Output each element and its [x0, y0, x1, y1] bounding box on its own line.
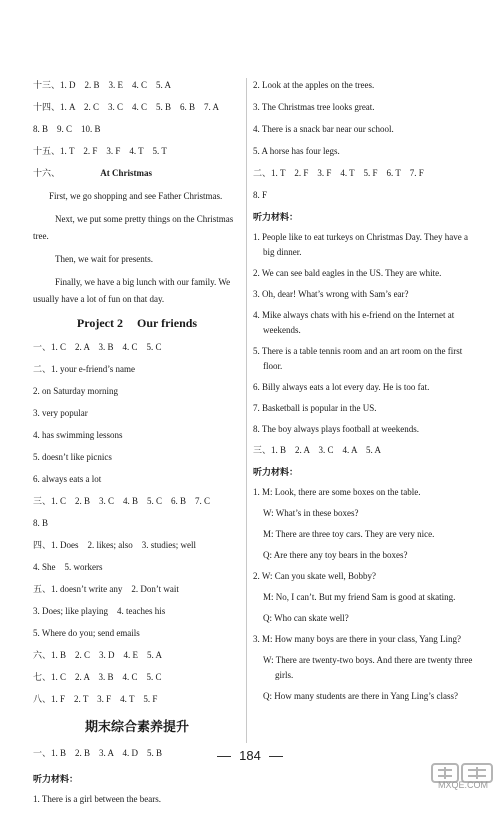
listening-l1: 1. People like to eat turkeys on Christmas Day. They have a big dinner. [253, 232, 468, 257]
answer-line-p1: 一、1. C 2. A 3. B 4. C 5. C [33, 342, 162, 352]
essay-paragraph-1: First, we go shopping and see Father Christmas. [49, 191, 223, 201]
project-heading [33, 314, 241, 340]
listening-line-r5: 5. A horse has four legs. [253, 146, 340, 156]
dialogue-3-q: Q: How many students are there in Yang Ling’s class? [263, 691, 458, 701]
dialogue-1-m2: M: There are three toy cars. They are very nice. [263, 529, 435, 539]
answer-line-q14a: 十四、1. A 2. C 3. C 4. C 5. B 6. B 7. A [33, 102, 220, 112]
listening-l5: 5. There is a table tennis room and an art room on the first floor. [253, 346, 463, 371]
answer-line-q13: 十三、1. D 2. B 3. E 4. C 5. A [33, 80, 172, 90]
listening-l3: 3. Oh, dear! What’s wrong with Sam’s ear? [253, 289, 409, 299]
essay-paragraph-4: Finally, we have a big lunch with our family. We usually have a lot of fun on that day. [33, 277, 231, 304]
watermark-text: MXQE.COM [438, 780, 489, 790]
listening-l7: 7. Basketball is popular in the US. [253, 403, 377, 413]
right-column [253, 78, 475, 710]
listening-line-r3: 3. The Christmas tree looks great. [253, 102, 375, 112]
answer-line-r-q3: 三、1. B 2. A 3. C 4. A 5. A [253, 445, 382, 455]
answer-line-f1: 一、1. B 2. B 3. A 4. D 5. B [33, 748, 163, 758]
listening-l8: 8. The boy always plays football at weekends. [253, 424, 420, 434]
column-divider [246, 78, 247, 743]
final-review-heading: 期末综合素养提升 [84, 719, 189, 734]
answer-line-p2-4: 4. has swimming lessons [33, 430, 123, 440]
listening-line-r2: 2. Look at the apples on the trees. [253, 80, 375, 90]
essay-title: At Christmas [100, 168, 153, 178]
listening-l4: 4. Mike always chats with his e-friend on the Internet at weekends. [253, 310, 455, 335]
page-number [0, 748, 500, 763]
listening-label: 听力材料： [33, 774, 79, 784]
project-heading-b: Our friends [136, 316, 198, 330]
answer-line-p2-1: 二、1. your e-friend’s name [33, 364, 135, 374]
answer-line-p5a: 五、1. doesn’t write any 2. Don’t wait [33, 584, 179, 594]
essay-paragraph-3: Then, we wait for presents. [55, 254, 153, 264]
essay-title-line [33, 166, 241, 188]
answer-line-p8: 八、1. F 2. T 3. F 4. T 5. F [33, 694, 158, 704]
watermark-logo-icon [430, 762, 496, 796]
dialogue-2-q: Q: Who can skate well? [263, 613, 349, 623]
listening-l6: 6. Billy always eats a lot every day. He is too fat. [253, 382, 430, 392]
listening-l2: 2. We can see bald eagles in the US. They are white. [253, 268, 442, 278]
dialogue-1-q: Q: Are there any toy bears in the boxes? [263, 550, 408, 560]
listening-label-1: 听力材料： [253, 212, 299, 222]
answer-line-p2-3: 3. very popular [33, 408, 88, 418]
dialogue-1-w: W: What’s in these boxes? [263, 508, 359, 518]
answer-line-p3a: 三、1. C 2. B 3. C 4. B 5. C 6. B 7. C [33, 496, 211, 506]
essay-paragraph-2: Next, we put some pretty things on the Christmas tree. [33, 214, 234, 241]
answer-line-p5c: 5. Where do you; send emails [33, 628, 140, 638]
left-column [33, 78, 241, 814]
dialogue-3-m: 3. M: How many boys are there in your class, Yang Ling? [253, 634, 461, 644]
dialogue-2-m: M: No, I can’t. But my friend Sam is good at skating. [263, 592, 456, 602]
answer-line-p4a: 四、1. Does 2. likes; also 3. studies; well [33, 540, 196, 550]
answer-line-p7: 七、1. C 2. A 3. B 4. C 5. C [33, 672, 162, 682]
dialogue-1-m: 1. M: Look, there are some boxes on the table. [253, 487, 421, 497]
listening-label-2: 听力材料： [253, 467, 299, 477]
dialogue-3-w: W: There are twenty-two boys. And there are twenty three girls. [263, 655, 473, 680]
answer-line-r-q2a: 二、1. T 2. F 3. F 4. T 5. F 6. T 7. F [253, 168, 424, 178]
answer-line-p6: 六、1. B 2. C 3. D 4. E 5. A [33, 650, 163, 660]
answer-line-p2-6: 6. always eats a lot [33, 474, 102, 484]
answer-line-q15: 十五、1. T 2. F 3. F 4. T 5. T [33, 146, 167, 156]
answer-line-p5b: 3. Does; like playing 4. teaches his [33, 606, 166, 616]
page-number-text: 184 [239, 748, 261, 763]
answer-line-p3b: 8. B [33, 518, 49, 528]
listening-line-r4: 4. There is a snack bar near our school. [253, 124, 394, 134]
answer-line-p4b: 4. She 5. workers [33, 562, 103, 572]
answer-line-p2-2: 2. on Saturday morning [33, 386, 118, 396]
listening-line-f1: 1. There is a girl between the bears. [33, 794, 162, 804]
answer-line-q14b: 8. B 9. C 10. B [33, 124, 101, 134]
question-number-16: 十六、 [33, 168, 61, 178]
project-heading-a: Project 2 [76, 316, 123, 330]
answer-line-p2-5: 5. doesn’t like picnics [33, 452, 112, 462]
dialogue-2-w: 2. W: Can you skate well, Bobby? [253, 571, 376, 581]
answer-line-r-q2b: 8. F [253, 190, 268, 200]
